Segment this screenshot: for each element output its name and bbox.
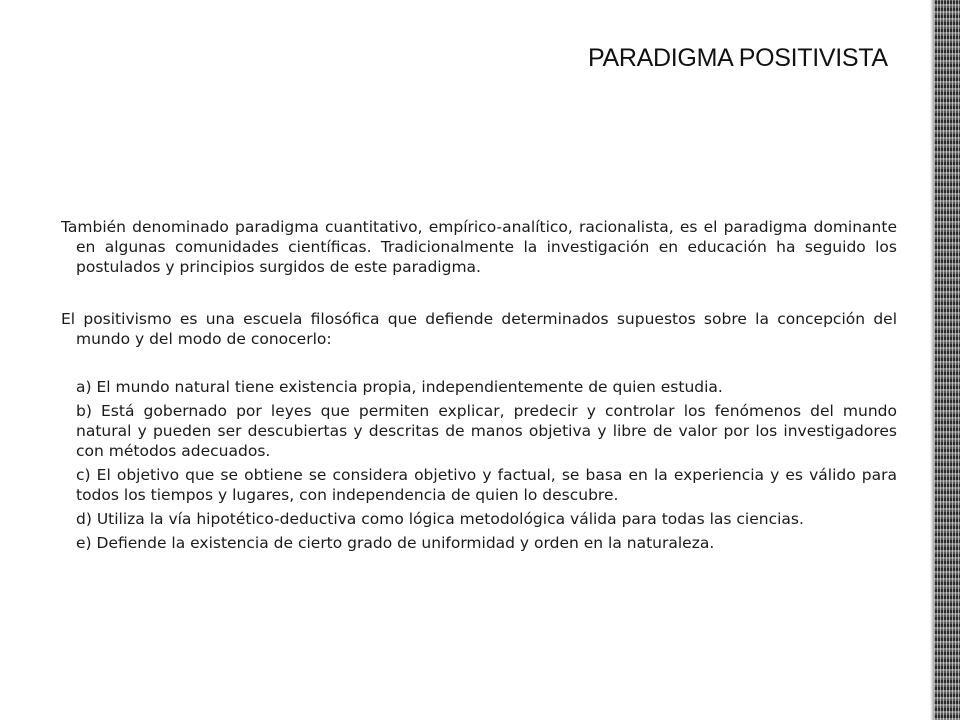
slide-title: PARADIGMA POSITIVISTA — [588, 44, 888, 72]
paragraph-definition: También denominado paradigma cuantitativo, empírico-analítico, racionalista, es el paradigma dominante en algunas comunidades científicas. Tradicionalmente la investigación en educación ha seguido los postulados y principios surgidos de este paradigma. — [61, 218, 897, 276]
list-item-e: e) Defiende la existencia de cierto grado de uniformidad y orden en la naturaleza. — [76, 534, 715, 552]
assumptions-list — [61, 377, 897, 553]
list-item-a: a) El mundo natural tiene existencia propia, independientemente de quien estudia. — [76, 378, 723, 396]
decorative-edge-border — [934, 0, 960, 720]
slide-body — [61, 217, 897, 557]
spacer — [61, 277, 897, 309]
list-item-d: d) Utiliza la vía hipotético-deductiva como lógica metodológica válida para todas las ciencias. — [76, 510, 804, 528]
paragraph-positivism: El positivismo es una escuela filosófica que defiende determinados supuestos sobre la concepción del mundo y del modo de conocerlo: — [61, 310, 897, 348]
spacer — [61, 349, 897, 377]
list-item-b: b) Está gobernado por leyes que permiten explicar, predecir y controlar los fenómenos del mundo natural y pueden ser descubiertas y descritas de manos objetiva y libre de valor por los investigadores con métodos adecuados. — [76, 402, 897, 460]
list-item-c: c) El objetivo que se obtiene se considera objetivo y factual, se basa en la experiencia y es válido para todos los tiempos y lugares, con independencia de quien lo descubre. — [76, 466, 897, 504]
